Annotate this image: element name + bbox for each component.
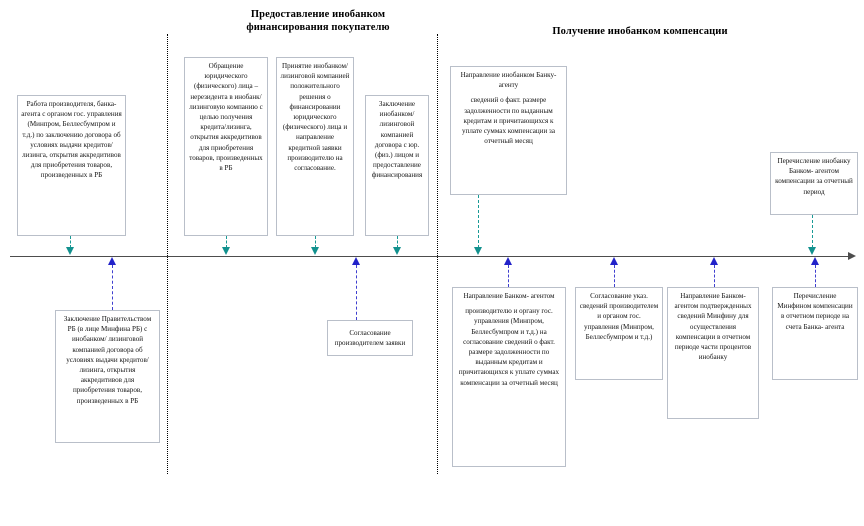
arrowhead-approval-of-info (610, 257, 618, 265)
node-foreign-bank-sends-info-body: сведений о факт. размере задолженности по выданным кредитам и причитающихся к уплате суммах компенсации за отчетный месяц (461, 96, 555, 146)
node-producer-approves-application-text: Согласование производителем заявки (334, 328, 406, 347)
node-approval-of-info[interactable] (575, 287, 663, 380)
timeline-axis-arrowhead (848, 252, 856, 260)
connector-agent-sends-confirmed-info (714, 265, 715, 287)
node-contract-conclusion-text: Заключение инобанком/ лизинговой компанией договора с юр. (физ.) лицом и предоставление финансирования (371, 100, 423, 180)
arrowhead-agent-sends-confirmed-info (710, 257, 718, 265)
connector-foreign-bank-sends-info (478, 195, 479, 248)
node-approval-of-info-text: Согласование указ. сведений производителем и органом гос. управления (Минпром, Беллесбумпром и т.д.) (579, 292, 659, 341)
node-agent-bank-sends-info-title: Направление Банком- агентом (463, 292, 555, 300)
node-transfer-compensation-to-foreign-bank[interactable] (770, 152, 858, 215)
header-compensation-line-1: Получение инобанком компенсации (552, 26, 728, 37)
node-foreign-bank-sends-info-title: Направление инобанком Банку- агенту (460, 71, 557, 90)
header-compensation (500, 25, 780, 38)
node-nonresident-application-text: Обращение юридического (физического) лица – нерезидента в инобанк/ лизинговую компанию с целью получения кредита/лизинга, открытия аккредитивов для приобретения товаров, произведенных в РБ (189, 62, 263, 173)
section-divider-2 (437, 34, 438, 474)
node-agent-bank-sends-info-body: производителю и органу гос. управления (Минпром, Беллесбумпром и т.д.) на согласование сведений о факт. размере задолженности по выданным кредитам и причитающихся к уплате суммах компенсации за отчетный месяц (458, 307, 560, 387)
node-minfin-transfer[interactable] (772, 287, 858, 380)
connector-approval-of-info (614, 265, 615, 287)
node-minfin-transfer-text: Перечисление Минфином компенсации в отчетном периоде на счета Банка- агента (777, 292, 853, 331)
connector-government-contract (112, 265, 113, 310)
header-financing (208, 8, 428, 34)
section-divider-1 (167, 34, 168, 474)
arrowhead-producer-agent-work (66, 247, 74, 255)
node-producer-approves-application[interactable] (327, 320, 413, 356)
node-agent-bank-sends-info[interactable] (452, 287, 566, 467)
arrowhead-government-contract (108, 257, 116, 265)
node-government-contract-text: Заключение Правительством РБ (в лице Минфина РБ) с инобанком/ лизинговой компанией договора об условиях выдачи кредитов/лизинга, открытия аккредитивов для приобретения товаров, произведенных в РБ (63, 315, 152, 405)
arrowhead-minfin-transfer (811, 257, 819, 265)
connector-agent-bank-sends-info (508, 265, 509, 287)
node-foreign-bank-sends-info[interactable] (450, 66, 567, 195)
arrowhead-nonresident-application (222, 247, 230, 255)
node-agent-sends-confirmed-info-text: Направление Банком- агентом подтвержденных сведений Минфину для осуществления компенсации в отчетном периоде части процентов инобанку (674, 292, 752, 362)
arrowhead-positive-decision (311, 247, 319, 255)
node-transfer-compensation-to-foreign-bank-text: Перечисление инобанку Банком- агентом компенсации за отчетный период (775, 157, 853, 196)
header-financing-line-1: Предоставление инобанком (250, 9, 386, 20)
arrowhead-agent-bank-sends-info (504, 257, 512, 265)
arrowhead-foreign-bank-sends-info (474, 247, 482, 255)
arrowhead-transfer-compensation-to-foreign-bank (808, 247, 816, 255)
node-positive-decision-text: Принятие инобанком/ лизинговой компанией положительного решения о финансировании юридического (физического) лица и направление кредитной заявки производителю на согласование. (280, 62, 350, 173)
timeline-axis (10, 256, 850, 257)
connector-producer-approves-application (356, 265, 357, 320)
node-producer-agent-work-text: Работа производителя, банка-агента с органом гос. управления (Минпром, Беллесбумпром и т.д.) по заключению договора об условиях выдачи кредитов/лизинга, открытия аккредитивов для приобретения товаров, произведенных в РБ (21, 100, 122, 180)
arrowhead-producer-approves-application (352, 257, 360, 265)
connector-transfer-compensation-to-foreign-bank (812, 215, 813, 248)
node-agent-sends-confirmed-info[interactable] (667, 287, 759, 419)
node-government-contract[interactable] (55, 310, 160, 443)
connector-minfin-transfer (815, 265, 816, 287)
arrowhead-contract-conclusion (393, 247, 401, 255)
node-contract-conclusion[interactable] (365, 95, 429, 236)
node-nonresident-application[interactable] (184, 57, 268, 236)
node-producer-agent-work[interactable] (17, 95, 126, 236)
header-financing-line-2: финансирования покупателю (246, 22, 390, 33)
node-positive-decision[interactable] (276, 57, 354, 236)
